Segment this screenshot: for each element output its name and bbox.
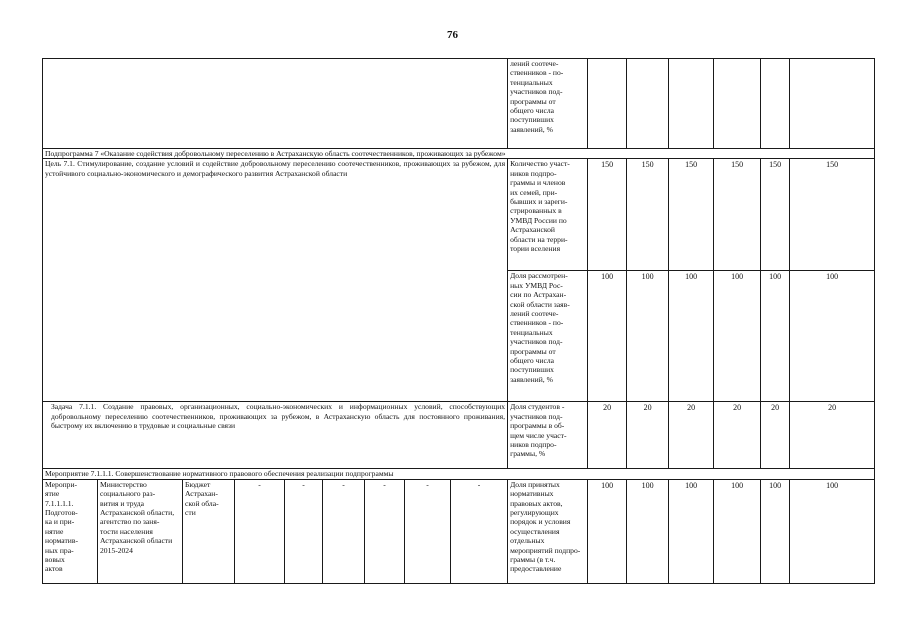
indicator-cell [508, 479, 588, 583]
value-cell: 100 [761, 479, 790, 583]
value-cell: 100 [714, 479, 761, 583]
program-table [42, 58, 874, 584]
value-cell [588, 59, 627, 149]
value-cell [714, 59, 761, 149]
value-cell: 20 [669, 402, 714, 469]
value-cell: 100 [761, 271, 790, 402]
executor-text: Министерство социального раз- вития и труда Астраханской области, агентство по заня- тости населения Астраханской области 2015-2024 [100, 479, 175, 555]
measure-title: Мероприятие 7.1.1.1. Совершенствование нормативного правового обеспечения реализации подпрограммы [43, 469, 875, 479]
indicator-cell [508, 402, 588, 469]
indicator-cell [508, 271, 588, 402]
funding-cell: - [365, 479, 405, 583]
goal-row [43, 159, 875, 271]
value-cell: 150 [714, 159, 761, 271]
measure-name-text: Меропри- ятие 7.1.1.1.1. Подготов- ка и при- нятие норматив- ных пра- вовых актов [45, 479, 78, 574]
empty-cell [43, 59, 508, 149]
measure-name [43, 479, 98, 583]
value-cell: 100 [627, 479, 669, 583]
indicator-cell [508, 159, 588, 271]
value-cell: 20 [790, 402, 875, 469]
measure-heading-row [43, 469, 875, 479]
value-cell: 150 [588, 159, 627, 271]
value-cell: 100 [790, 271, 875, 402]
value-cell: 100 [669, 479, 714, 583]
goal-text: Цель 7.1. Стимулирование, создание условий и содействие добровольному переселению соотечественников, проживающих за рубежом, для устойчивого социально-экономического и демографического развития Астраханской области [43, 159, 508, 402]
task-row [43, 402, 875, 469]
value-cell: 150 [790, 159, 875, 271]
value-cell [761, 59, 790, 149]
funding-cell: - [405, 479, 451, 583]
value-cell [669, 59, 714, 149]
indicator-cell [508, 59, 588, 149]
funding-cell: - [323, 479, 365, 583]
funding-cell: - [235, 479, 285, 583]
task-text: Задача 7.1.1. Создание правовых, организационных, социально-экономических и информационных условий, способствующих добровольному переселению соотечественников, проживающих за рубежом, в Астраханскую область для постоянного проживания, быстрому их включению в трудовые и социальные связи [43, 402, 508, 469]
value-cell: 100 [627, 271, 669, 402]
source-text: Бюджет Астрахан- ской обла- сти [185, 479, 219, 518]
value-cell: 20 [761, 402, 790, 469]
value-cell: 20 [627, 402, 669, 469]
value-cell [790, 59, 875, 149]
value-cell: 100 [588, 271, 627, 402]
funding-cell: - [451, 479, 508, 583]
value-cell: 20 [588, 402, 627, 469]
indicator-text: Количество участ- ников подпро- граммы и членов их семей, при- бывших и зареги- стрированных в УМВД России по Астраханской области на терри- тории вселения [510, 159, 570, 254]
source-cell [183, 479, 235, 583]
value-cell: 150 [761, 159, 790, 271]
indicator-text: Доля принятых нормативных правовых актов, регулирующих порядок и условия осуществления отдельных мероприятий подпро- граммы (в т.ч. предоставление [510, 479, 581, 574]
value-cell: 150 [669, 159, 714, 271]
value-cell: 100 [714, 271, 761, 402]
page-number: 76 [447, 29, 458, 41]
subprogram-row [43, 149, 875, 159]
measure-row [43, 479, 875, 583]
indicator-text: лений соотече- ственников - по- тенциальных участников под- программы от общего числа поступивших заявлений, % [510, 59, 564, 134]
indicator-text: Доля рассмотрен- ных УМВД Рос- сии по Астрахан- ской области заяв- лений соотече- ственников - по- тенциальных участников под- программы от общего числа поступивших заявлений, % [510, 271, 570, 384]
value-cell: 20 [714, 402, 761, 469]
value-cell: 150 [627, 159, 669, 271]
subprogram-title: Подпрограмма 7 «Оказание содействия добровольному переселению в Астраханскую область соотечественников, проживающих за рубежом» [43, 149, 875, 159]
table-row [43, 59, 875, 149]
value-cell: 100 [790, 479, 875, 583]
value-cell: 100 [588, 479, 627, 583]
indicator-text: Доля студентов - участников под- программы в об- щем числе участ- ников подпро- граммы, % [510, 402, 567, 459]
value-cell: 100 [669, 271, 714, 402]
value-cell [627, 59, 669, 149]
executor-cell [98, 479, 183, 583]
funding-cell: - [285, 479, 323, 583]
